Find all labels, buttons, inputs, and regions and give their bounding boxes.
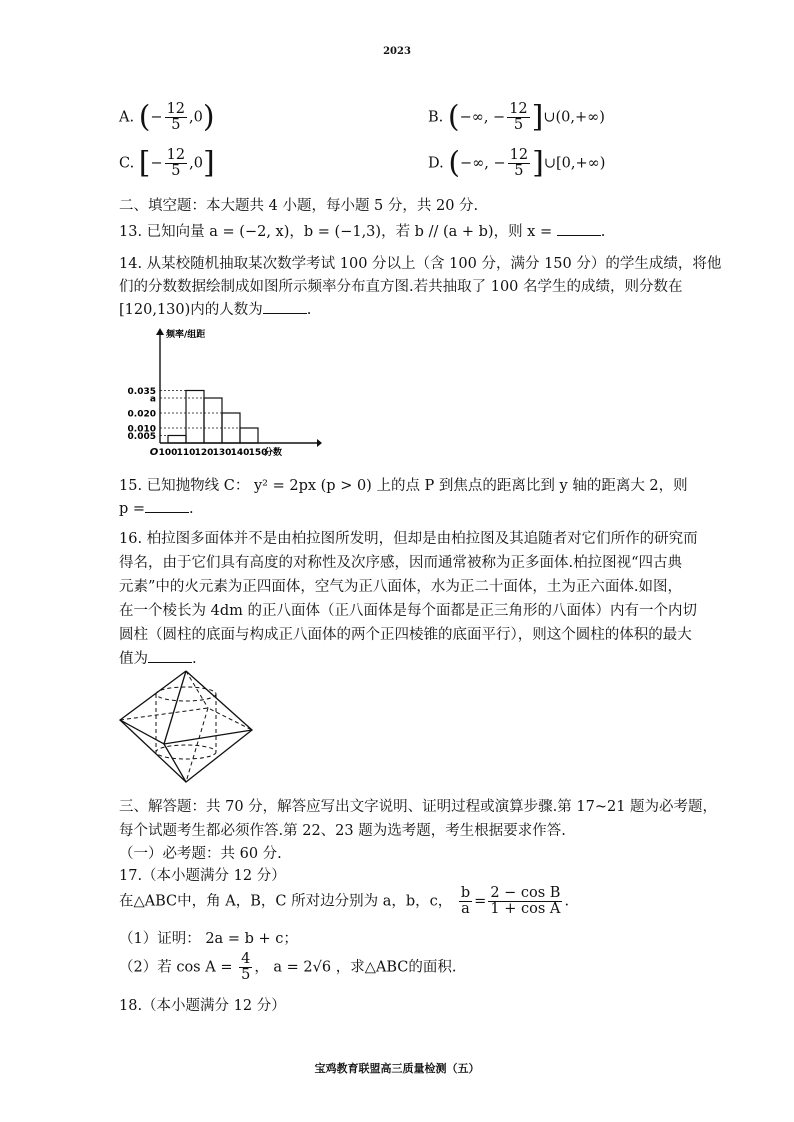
choice-b-tail: ∪(0,+∞) — [543, 109, 605, 126]
choice-c-close: ] — [202, 145, 215, 181]
choice-d — [428, 145, 606, 181]
q14-line-2: 们的分数数据绘制成如图所示频率分布直方图.若共抽取了 100 名学生的成绩，则分数在 — [119, 279, 683, 295]
x-tick-label: 150 — [248, 448, 268, 458]
y-tick-label: a — [149, 394, 156, 405]
choice-d-den: 5 — [514, 163, 524, 180]
y-tick-label: 0.035 — [127, 387, 156, 397]
q17-cos-fraction — [239, 952, 252, 983]
octahedron-hidden-equator — [120, 708, 252, 730]
octahedron-cylinder-figure — [116, 668, 258, 784]
q16-line-6-end: . — [192, 651, 197, 667]
octahedron-front-lower-edge — [164, 744, 186, 782]
choice-c — [119, 145, 215, 181]
q17-right-den: 1 + cos A — [490, 901, 561, 918]
choice-b-lead: −∞, − — [459, 109, 506, 126]
q13-condition: ，若 b // (a + b) — [381, 224, 494, 240]
choice-c-num: 12 — [166, 147, 186, 163]
choice-b-label: B. — [428, 109, 444, 126]
choice-c-label: C. — [119, 155, 135, 172]
q17-part-1: （1）证明： 2a = b + c； — [119, 931, 298, 947]
q13-vector-b: b = (−1,3) — [303, 224, 382, 240]
choice-a-minus: − — [150, 109, 163, 126]
histogram-bar — [240, 428, 258, 443]
q18-title: 18.（本小题满分 12 分） — [119, 998, 286, 1014]
x-axis-arrow — [317, 439, 322, 447]
answer-blank — [145, 500, 189, 513]
choice-c-fraction — [165, 148, 187, 179]
q16-line-6 — [119, 647, 197, 668]
y-tick-label: 0.010 — [127, 424, 156, 435]
q13-end: . — [600, 224, 606, 240]
q17-given-text: 在△ABC中，角 A，B，C 所对边分别为 a，b，c， — [119, 893, 453, 910]
q17-right-num: 2 − cos B — [490, 885, 561, 901]
x-tick-label: 140 — [230, 448, 250, 458]
q14-line-1: 14. 从某校随机抽取某次数学考试 100 分以上（含 100 分，满分 150 分）的学生成绩，将他 — [119, 256, 722, 272]
x-tick-label: 100 — [158, 448, 178, 458]
section-2-heading: 二、填空题：本大题共 4 小题，每小题 5 分，共 20 分. — [119, 198, 479, 214]
q17-part-2-b: ， a = 2√6 ，求△ABC的面积. — [254, 959, 457, 976]
q17-left-fraction — [459, 886, 472, 917]
q14-line-3-end: . — [306, 302, 312, 318]
choice-a-open: ( — [138, 99, 151, 135]
origin-label: O — [149, 447, 159, 458]
q16-line-4: 在一个棱长为 4dm 的正八面体（正八面体是每个面都是正三角形的八面体）内有一个内切 — [119, 603, 697, 619]
section-3-line-2: 每个试题考生都必须作答.第 22、23 题为选考题，考生根据要求作答. — [119, 823, 566, 839]
choice-b-den: 5 — [513, 117, 524, 134]
q15-var: p = — [119, 501, 146, 517]
octahedron-front-upper-edge — [164, 671, 186, 744]
octahedron-outline — [120, 671, 252, 782]
frequency-histogram — [112, 325, 322, 465]
choice-d-fraction — [508, 148, 530, 179]
q17-part-2-a: （2）若 cos A = — [119, 959, 233, 976]
q13-sep: ， — [289, 224, 304, 240]
q16-line-3: 元素”中的火元素为正四面体，空气为正八面体，水为正二十面体，土为正六面体.如图， — [119, 579, 683, 595]
choice-c-minus: − — [150, 155, 163, 172]
histogram-bar — [168, 436, 186, 444]
page-footer: 宝鸡教育联盟高三质量检测（五） — [314, 1062, 480, 1075]
choice-c-open: [ — [138, 145, 151, 181]
octahedron-hidden-upper-edge — [186, 671, 208, 708]
x-tick-label: 130 — [212, 448, 232, 458]
q17-given — [119, 886, 569, 917]
q17-equals: = — [474, 893, 487, 910]
choice-b-fraction — [507, 102, 529, 133]
q17-title: 17.（本小题满分 12 分） — [119, 868, 286, 884]
q13-vector-a: a = (−2, x) — [209, 224, 290, 240]
choice-b — [428, 99, 605, 135]
section-3-line-1: 三、解答题：共 70 分，解答应写出文字说明、证明过程或演算步骤.第 17~21 题为必考题， — [119, 799, 718, 815]
choice-d-close: ] — [532, 145, 544, 181]
y-tick-label: 0.005 — [127, 432, 156, 442]
choice-c-den: 5 — [171, 163, 181, 180]
q16-line-1: 16. 柏拉图多面体并不是由柏拉图所发明，但却是由柏拉图及其追随者对它们所作的研究而 — [119, 531, 698, 547]
q14-line-3 — [119, 298, 311, 319]
choice-a-num: 12 — [166, 101, 186, 117]
choice-b-num: 12 — [509, 101, 528, 117]
q15-line-1: 15. 已知抛物线 C： y² = 2px (p > 0) 上的点 P 到焦点的距离比到 y 轴的距离大 2，则 — [119, 478, 688, 494]
choice-d-open: ( — [448, 145, 461, 181]
choice-b-close: ] — [531, 99, 544, 135]
q13-pre: 13. 已知向量 — [119, 224, 205, 240]
q17-cos-num: 4 — [241, 951, 251, 967]
q16-line-2: 得名，由于它们具有高度的对称性及次序感，因而通常被称为正多面体.柏拉图视“四古典 — [119, 555, 683, 571]
choice-d-label: D. — [428, 155, 444, 172]
x-axis-label: 分数 — [264, 448, 283, 458]
q17-left-den: a — [461, 901, 470, 918]
q16-line-6-text: 值为 — [119, 651, 148, 667]
choice-a-den: 5 — [171, 117, 181, 134]
x-tick-label: 110 — [176, 448, 196, 458]
choice-a-close: ) — [202, 99, 215, 135]
histogram-bar — [204, 398, 222, 443]
choice-a-label: A. — [119, 109, 135, 126]
q15-end: . — [189, 501, 194, 517]
q17-part-2 — [119, 952, 456, 983]
octahedron-front-equator — [120, 720, 252, 744]
choice-a — [119, 99, 215, 135]
answer-blank — [557, 223, 601, 236]
cylinder-bottom-ellipse — [156, 745, 216, 759]
q13-post: ，则 x = — [493, 224, 553, 240]
x-tick-label: 120 — [194, 448, 214, 458]
choice-c-tail: ,0 — [189, 155, 203, 172]
q15-line-2 — [119, 500, 194, 517]
choice-d-tail: ∪[0,+∞) — [543, 155, 606, 172]
y-axis-arrow — [156, 328, 164, 335]
choice-d-lead: −∞, − — [460, 155, 506, 172]
choice-d-num: 12 — [509, 147, 529, 163]
choice-b-open: ( — [447, 99, 460, 135]
q17-cos-den: 5 — [241, 967, 251, 984]
q16-line-5: 圆柱（圆柱的底面与构成正八面体的两个正四棱锥的底面平行），则这个圆柱的体积的最大 — [119, 627, 692, 643]
section-3-line-3: （一）必考题：共 60 分. — [119, 846, 282, 862]
q17-given-end: . — [564, 893, 570, 910]
chart-title: 频率/组距 — [166, 330, 206, 340]
q17-left-num: b — [460, 885, 471, 901]
answer-blank — [263, 301, 307, 314]
q14-line-3-text: 内的人数为 — [190, 302, 263, 318]
page-header: 2023 — [383, 46, 411, 57]
q14-interval: [120,130) — [119, 302, 191, 318]
q17-right-fraction — [488, 886, 562, 917]
answer-blank — [148, 650, 192, 663]
choice-a-fraction — [165, 102, 187, 133]
y-tick-label: 0.020 — [127, 409, 156, 420]
question-13 — [119, 220, 605, 241]
choice-a-tail: ,0 — [189, 109, 203, 126]
